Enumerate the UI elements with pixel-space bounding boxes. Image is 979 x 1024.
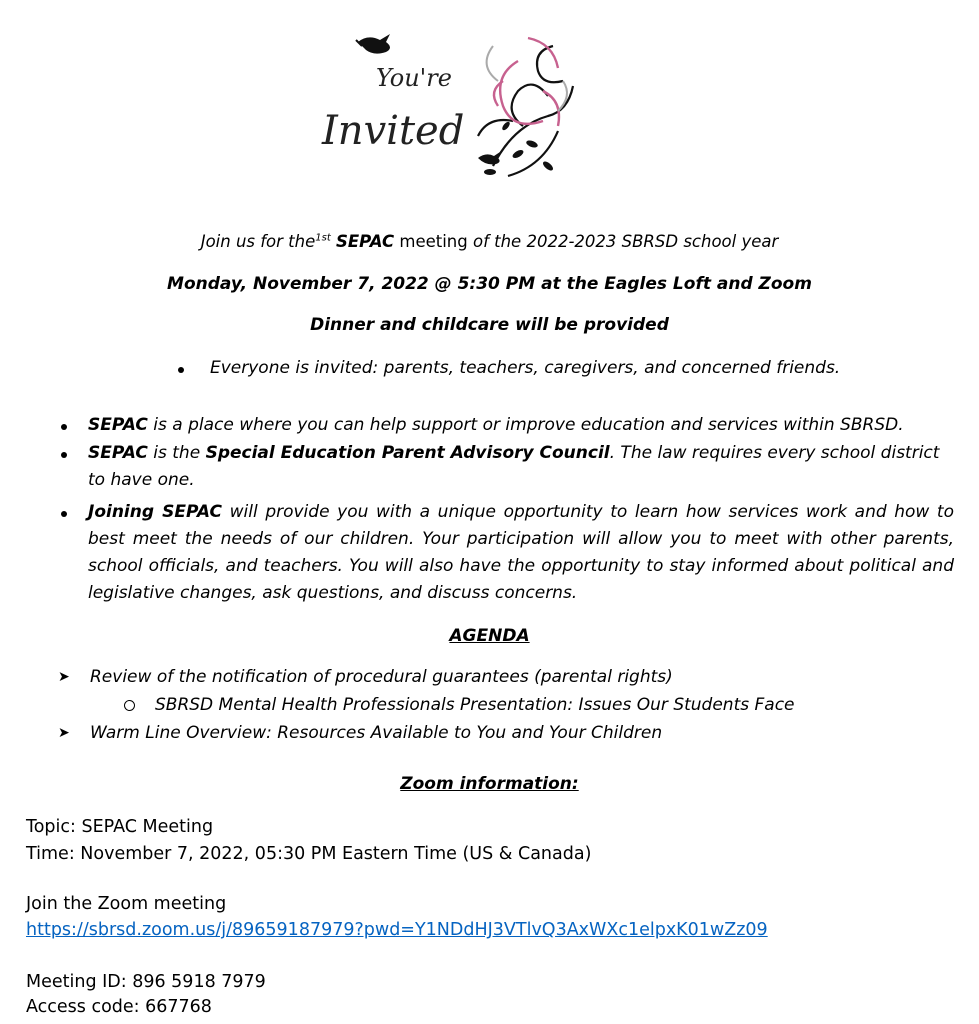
- agenda-item: Warm Line Overview: Resources Available to You and Your Children: [90, 723, 663, 743]
- zoom-topic: Topic: SEPAC Meeting: [26, 817, 214, 837]
- bullet-icon: [61, 511, 67, 517]
- dinner-line: Dinner and childcare will be provided: [310, 315, 669, 335]
- zoom-link-line: [26, 920, 768, 940]
- bullet-joining-sepac: Joining SEPAC will provide you with a unique opportunity to learn how services work and how to best meet the needs of our children. Your participation will allow you to meet with other parents, school officials, and teachers. You will also have the opportunity to stay informed about political and legislative changes, ask questions, and discuss concerns.: [88, 502, 954, 603]
- invited-text: Invited: [322, 108, 465, 154]
- zoom-time: Time: November 7, 2022, 05:30 PM Eastern Time (US & Canada): [26, 844, 592, 864]
- intro-line: Join us for the$^{1st}$ SEPAC meeting of the 2022-2023 SBRSD school year: [200, 232, 779, 251]
- zoom-meeting-link[interactable]: https://sbrsd.zoom.us/j/89659187979?pwd=Y1NDdHJ3VTlvQ3AxWXc1elpxK01wZz09: [26, 920, 768, 940]
- zoom-meeting-id: Meeting ID: 896 5918 7979: [26, 972, 266, 992]
- bullet-sepac-definition: SEPAC is the Special Education Parent Advisory Council. The law requires every school district to have one.: [88, 443, 940, 490]
- you-re-text: You're: [376, 64, 452, 92]
- circle-bullet-icon: [124, 700, 135, 711]
- bullet-icon: [178, 367, 184, 373]
- date-location-line: Monday, November 7, 2022 @ 5:30 PM at the Eagles Loft and Zoom: [167, 274, 812, 294]
- agenda-item: Review of the notification of procedural guarantees (parental rights): [90, 667, 673, 687]
- zoom-join-label: Join the Zoom meeting: [26, 894, 227, 914]
- bullet-sepac-place: SEPAC is a place where you can help support or improve education and services within SBRSD.: [88, 415, 904, 435]
- arrow-bullet-icon: ➤: [58, 669, 70, 685]
- bird-icon: [358, 34, 390, 54]
- everyone-invited-bullet: Everyone is invited: parents, teachers, caregivers, and concerned friends.: [210, 358, 841, 378]
- zoom-access-code: Access code: 667768: [26, 997, 212, 1017]
- zoom-info-heading: Zoom information:: [400, 774, 579, 794]
- arrow-bullet-icon: ➤: [58, 725, 70, 741]
- agenda-heading: AGENDA: [449, 626, 530, 646]
- agenda-subitem: SBRSD Mental Health Professionals Presentation: Issues Our Students Face: [155, 695, 795, 715]
- bullet-icon: [61, 452, 67, 458]
- bullet-icon: [61, 424, 67, 430]
- you-are-invited-artwork: [318, 26, 580, 186]
